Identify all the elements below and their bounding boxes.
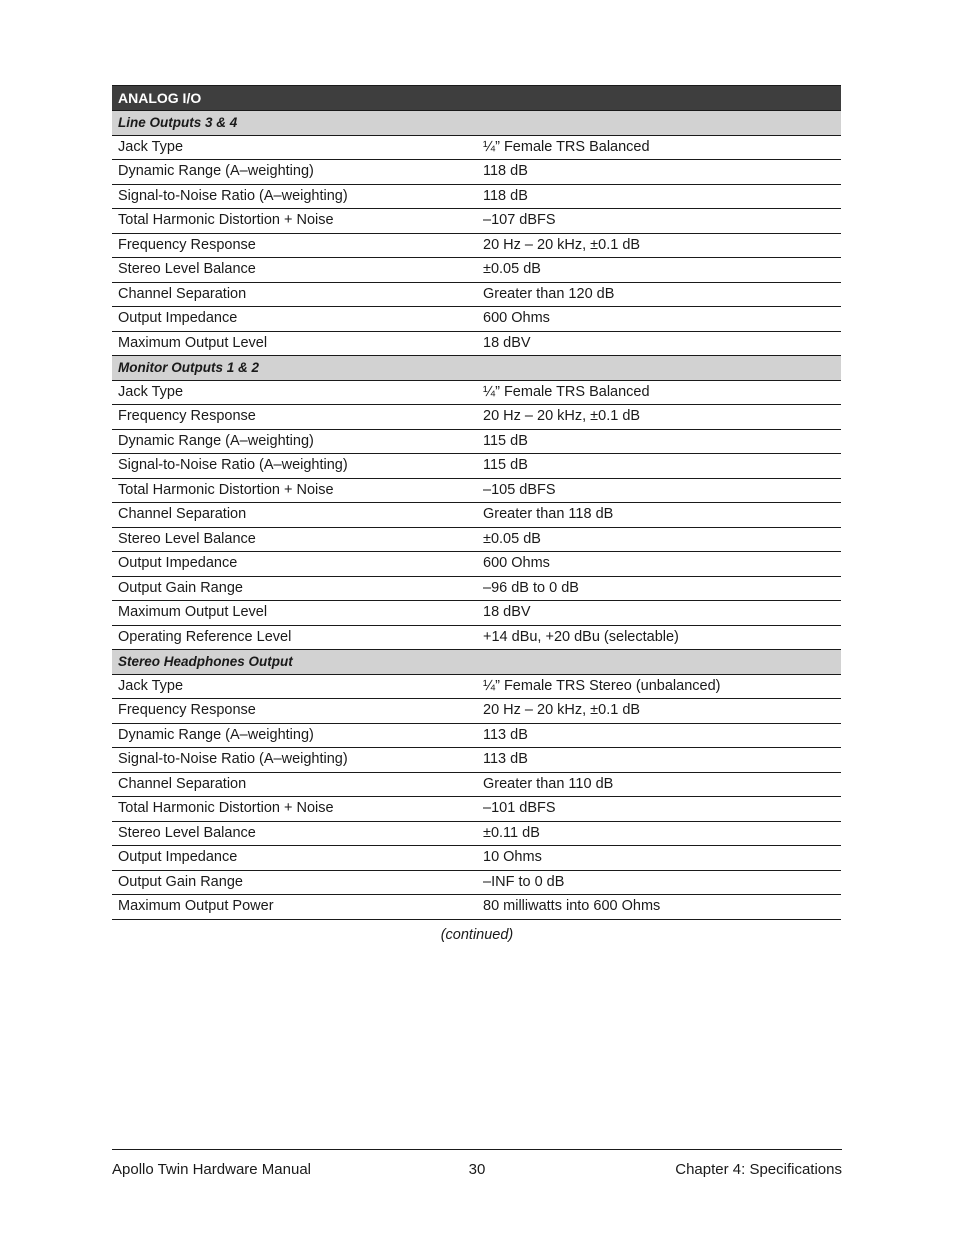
table-row [112, 454, 841, 479]
spec-label: Signal-to-Noise Ratio (A–weighting) [112, 748, 477, 773]
table-row [112, 576, 841, 601]
spec-label: Channel Separation [112, 503, 477, 528]
table-row [112, 380, 841, 405]
table-row [112, 282, 841, 307]
spec-label: Frequency Response [112, 405, 477, 430]
spec-value: –101 dBFS [477, 797, 841, 822]
footer-manual-title: Apollo Twin Hardware Manual [112, 1161, 311, 1178]
section-title: Monitor Outputs 1 & 2 [112, 356, 841, 381]
spec-value: 115 dB [477, 429, 841, 454]
spec-value: ±0.05 dB [477, 527, 841, 552]
table-row [112, 233, 841, 258]
spec-value: +14 dBu, +20 dBu (selectable) [477, 625, 841, 650]
table-row [112, 601, 841, 626]
spec-value: ¼” Female TRS Stereo (unbalanced) [477, 674, 841, 699]
section-title: Line Outputs 3 & 4 [112, 111, 841, 136]
section-title: Stereo Headphones Output [112, 650, 841, 675]
section-header-row [112, 111, 841, 136]
table-row [112, 527, 841, 552]
spec-label: Maximum Output Level [112, 331, 477, 356]
spec-label: Dynamic Range (A–weighting) [112, 429, 477, 454]
spec-value: 20 Hz – 20 kHz, ±0.1 dB [477, 233, 841, 258]
spec-value: 80 milliwatts into 600 Ohms [477, 895, 841, 920]
table-row [112, 405, 841, 430]
spec-value: ±0.05 dB [477, 258, 841, 283]
table-row [112, 772, 841, 797]
spec-value: 600 Ohms [477, 307, 841, 332]
spec-label: Stereo Level Balance [112, 527, 477, 552]
spec-label: Maximum Output Level [112, 601, 477, 626]
spec-label: Channel Separation [112, 282, 477, 307]
table-row [112, 478, 841, 503]
section-header-row [112, 356, 841, 381]
table-row [112, 552, 841, 577]
spec-value: 600 Ohms [477, 552, 841, 577]
continued-note: (continued) [440, 927, 514, 943]
spec-label: Output Gain Range [112, 870, 477, 895]
table-row [112, 699, 841, 724]
spec-label: Channel Separation [112, 772, 477, 797]
spec-value: ¼” Female TRS Balanced [477, 380, 841, 405]
spec-label: Total Harmonic Distortion + Noise [112, 478, 477, 503]
spec-label: Operating Reference Level [112, 625, 477, 650]
spec-value: 18 dBV [477, 601, 841, 626]
table-row [112, 429, 841, 454]
spec-label: Stereo Level Balance [112, 821, 477, 846]
spec-label: Jack Type [112, 135, 477, 160]
spec-label: Output Impedance [112, 846, 477, 871]
spec-value: 10 Ohms [477, 846, 841, 871]
section-header-row [112, 650, 841, 675]
table-row [112, 625, 841, 650]
table-row [112, 331, 841, 356]
table-row [112, 160, 841, 185]
spec-value: –105 dBFS [477, 478, 841, 503]
spec-value: Greater than 110 dB [477, 772, 841, 797]
spec-label: Total Harmonic Distortion + Noise [112, 209, 477, 234]
spec-label: Maximum Output Power [112, 895, 477, 920]
spec-value: ¼” Female TRS Balanced [477, 135, 841, 160]
table-row [112, 723, 841, 748]
spec-label: Total Harmonic Distortion + Noise [112, 797, 477, 822]
table-row [112, 846, 841, 871]
spec-label: Stereo Level Balance [112, 258, 477, 283]
table-row [112, 821, 841, 846]
table-row [112, 307, 841, 332]
spec-value: –107 dBFS [477, 209, 841, 234]
spec-value: Greater than 120 dB [477, 282, 841, 307]
table-row [112, 748, 841, 773]
spec-label: Output Impedance [112, 552, 477, 577]
spec-label: Signal-to-Noise Ratio (A–weighting) [112, 454, 477, 479]
table-row [112, 184, 841, 209]
table-row [112, 258, 841, 283]
spec-value: 113 dB [477, 723, 841, 748]
spec-label: Signal-to-Noise Ratio (A–weighting) [112, 184, 477, 209]
spec-label: Dynamic Range (A–weighting) [112, 160, 477, 185]
table-row [112, 895, 841, 920]
table-row [112, 503, 841, 528]
spec-value: 115 dB [477, 454, 841, 479]
table-row [112, 870, 841, 895]
table-main-header-row [112, 86, 841, 111]
spec-table [112, 85, 841, 920]
spec-value: 113 dB [477, 748, 841, 773]
table-row [112, 674, 841, 699]
footer-page-number: 30 [468, 1161, 486, 1178]
spec-label: Jack Type [112, 674, 477, 699]
spec-label: Output Impedance [112, 307, 477, 332]
spec-label: Jack Type [112, 380, 477, 405]
footer-divider [112, 1149, 842, 1150]
table-row [112, 135, 841, 160]
table-row [112, 797, 841, 822]
spec-label: Output Gain Range [112, 576, 477, 601]
spec-value: –INF to 0 dB [477, 870, 841, 895]
spec-value: 118 dB [477, 160, 841, 185]
table-row [112, 209, 841, 234]
spec-label: Dynamic Range (A–weighting) [112, 723, 477, 748]
spec-value: ±0.11 dB [477, 821, 841, 846]
table-main-header: ANALOG I/O [112, 86, 841, 111]
spec-table-body [112, 86, 841, 920]
spec-label: Frequency Response [112, 699, 477, 724]
spec-value: 18 dBV [477, 331, 841, 356]
spec-label: Frequency Response [112, 233, 477, 258]
spec-value: 20 Hz – 20 kHz, ±0.1 dB [477, 405, 841, 430]
spec-value: –96 dB to 0 dB [477, 576, 841, 601]
spec-value: Greater than 118 dB [477, 503, 841, 528]
spec-value: 20 Hz – 20 kHz, ±0.1 dB [477, 699, 841, 724]
footer-chapter: Chapter 4: Specifications [675, 1161, 842, 1178]
spec-value: 118 dB [477, 184, 841, 209]
